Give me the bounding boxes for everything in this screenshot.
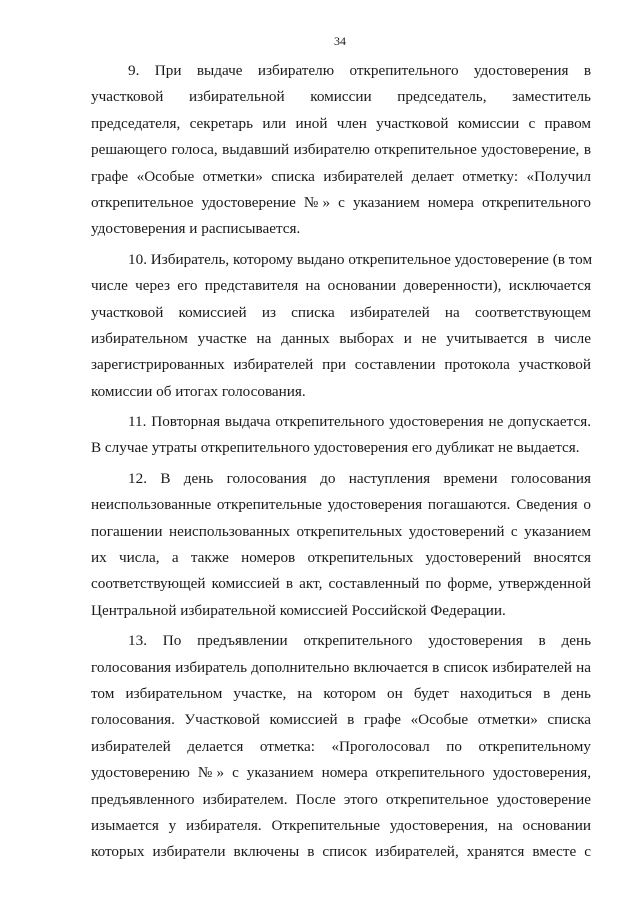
text-line: 12. В день голосования до наступления времени голосования <box>128 469 591 487</box>
paragraph-10 <box>91 247 591 405</box>
text-line: Центральной избирательной комиссией Российской Федерации. <box>91 601 506 619</box>
text-line: участковой избирательной комиссии председатель, заместитель <box>91 88 591 106</box>
paragraph-13 <box>91 628 591 866</box>
text-line: удостоверению №» с указанием номера открепительного удостоверения, <box>91 764 591 782</box>
text-line: участковой комиссией из списка избирателей на соответствующем <box>91 303 591 321</box>
text-line: голосования. Участковой комиссией в графе «Особые отметки» списка <box>91 711 591 729</box>
text-line: предъявленного избирателем. После этого открепительное удостоверение <box>91 790 591 808</box>
text-line: голосования избиратель дополнительно включается в список избирателей на <box>91 658 591 676</box>
text-line: открепительное удостоверение №» с указанием номера открепительного <box>91 193 591 211</box>
text-line: 11. Повторная выдача открепительного удостоверения не допускается. <box>128 413 591 431</box>
text-line: числе через его представителя на основании доверенности), исключается <box>91 277 591 295</box>
text-line: том избирательном участке, на котором он будет находиться в день <box>91 684 591 702</box>
text-line: 13. По предъявлении открепительного удостоверения в день <box>128 632 591 650</box>
text-line: комиссии об итогах голосования. <box>91 382 306 400</box>
text-line: избирателей делается отметка: «Проголосовал по открепительному <box>91 737 591 755</box>
text-line: председателя, секретарь или иной член участковой комиссии с правом <box>91 114 591 132</box>
text-line: зарегистрированных избирателей при составлении протокола участковой <box>91 356 591 374</box>
text-line: соответствующей комиссией в акт, составленный по форме, утвержденной <box>91 575 591 593</box>
paragraph-12 <box>91 466 591 624</box>
text-line: их числа, а также номеров открепительных удостоверений вносятся <box>91 549 591 567</box>
text-line: графе «Особые отметки» списка избирателей делает отметку: «Получил <box>91 167 591 185</box>
text-line: которых избиратели включены в список избирателей, хранятся вместе с <box>91 843 591 861</box>
text-line: неиспользованные открепительные удостоверения погашаются. Сведения о <box>91 496 591 514</box>
page-number: 34 <box>334 34 346 48</box>
text-line: решающего голоса, выдавший избирателю открепительное удостоверение, в <box>91 141 591 159</box>
text-line: 10. Избиратель, которому выдано открепительное удостоверение (в том <box>128 250 593 268</box>
text-line: избирательном участке на данных выборах и не учитывается в числе <box>91 329 591 347</box>
text-line: удостоверения и расписывается. <box>91 220 301 238</box>
text-line: изымается у избирателя. Открепительные удостоверения, на основании <box>91 816 591 834</box>
paragraph-11 <box>91 409 591 462</box>
text-line: погашении неиспользованных открепительных удостоверений с указанием <box>91 522 591 540</box>
text-line: В случае утраты открепительного удостоверения его дубликат не выдается. <box>91 439 580 457</box>
document-body <box>91 58 591 866</box>
text-line: 9. При выдаче избирателю открепительного удостоверения в <box>128 62 591 79</box>
paragraph-9 <box>91 58 591 243</box>
